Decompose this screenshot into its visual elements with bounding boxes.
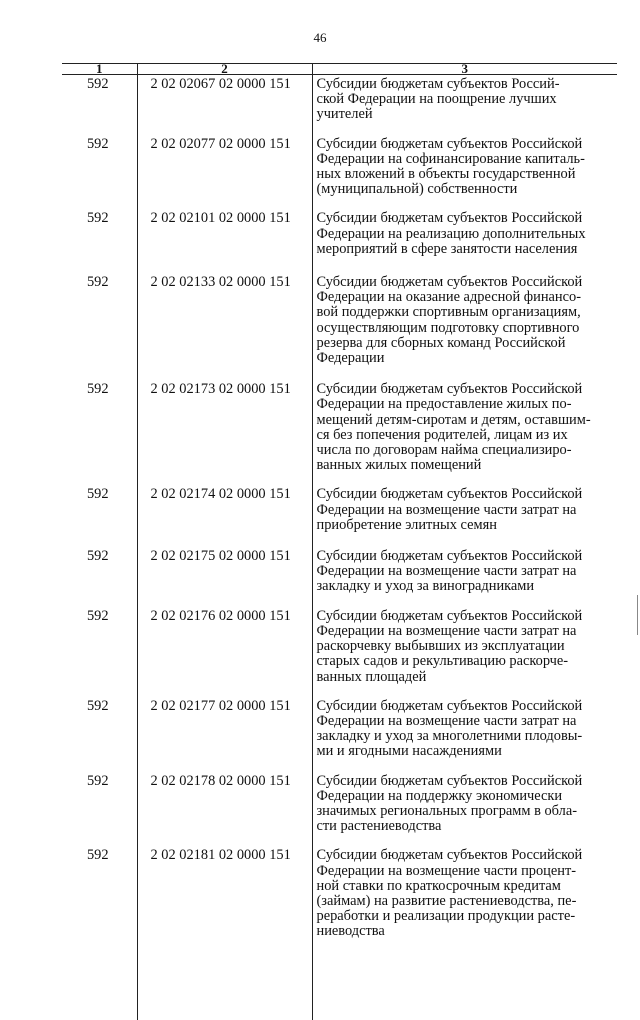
row-description <box>312 549 617 609</box>
description-line: мещений детям-сиротам и детям, оставшим- <box>316 411 591 428</box>
budget-code: 2 02 02175 02 0000 151 <box>137 549 312 609</box>
row-number: 592 <box>86 486 109 503</box>
row-number: 592 <box>86 210 109 227</box>
table-row <box>62 75 617 137</box>
description-line: мероприятий в сфере занятости населения <box>316 240 578 257</box>
description-line: реработки и реализации продукции расте- <box>316 908 576 925</box>
description-line: ной ставки по краткосрочным кредитам <box>316 877 561 894</box>
budget-code: 2 02 02176 02 0000 151 <box>137 609 312 699</box>
table-row <box>62 699 617 774</box>
row-description <box>312 699 617 774</box>
row-number: 592 <box>86 76 109 92</box>
budget-code: 2 02 02178 02 0000 151 <box>137 774 312 849</box>
header-col-1: 1 <box>62 64 137 75</box>
row-description <box>312 774 617 849</box>
table-row <box>62 211 617 275</box>
description-line: Субсидии бюджетам субъектов Российской <box>316 548 583 565</box>
table-row <box>62 848 617 939</box>
row-description <box>312 848 617 939</box>
budget-code: 2 02 02133 02 0000 151 <box>137 275 312 382</box>
description-line: Федерации на возмещение части затрат на <box>316 501 577 518</box>
row-number: 592 <box>86 607 109 624</box>
row-description <box>312 382 617 487</box>
description-line: Федерации на возмещение части затрат на <box>316 563 577 580</box>
description-line: резерва для сборных команд Российской <box>316 334 566 351</box>
row-number: 592 <box>86 381 109 398</box>
filler-cell <box>137 940 312 1020</box>
table-filler-row <box>62 940 617 1020</box>
row-description <box>312 211 617 275</box>
row-number: 592 <box>86 135 109 152</box>
budget-code: 2 02 02174 02 0000 151 <box>137 487 312 549</box>
description-line: Субсидии бюджетам субъектов Российской <box>316 847 583 864</box>
description-line: (займам) на развитие растениеводства, пе- <box>316 892 577 909</box>
description-line: ванных жилых помещений <box>316 457 482 474</box>
description-line: сти растениеводства <box>316 818 442 835</box>
row-number: 592 <box>86 772 109 789</box>
budget-code: 2 02 02077 02 0000 151 <box>137 137 312 212</box>
description-line: ся без попечения родителей, лицам из их <box>316 426 568 443</box>
description-line: Субсидии бюджетам субъектов Российской <box>316 135 583 152</box>
description-line: Федерации на предоставление жилых по- <box>316 396 572 413</box>
description-line: (муниципальной) собственности <box>316 181 518 198</box>
table-row <box>62 487 617 549</box>
description-line: Федерации на возмещение части процент- <box>316 862 577 879</box>
budget-codes-table <box>62 63 617 1020</box>
row-number: 592 <box>86 697 109 714</box>
table-row <box>62 137 617 212</box>
scan-edge-mark <box>637 595 638 635</box>
description-line: ных вложений в объекты государственной <box>316 166 576 183</box>
row-description <box>312 609 617 699</box>
row-description <box>312 75 617 137</box>
description-line: Федерации на возмещение части затрат на <box>316 622 577 639</box>
budget-codes-table-container <box>62 61 617 940</box>
description-line: Субсидии бюджетам субъектов Российской <box>316 697 583 714</box>
budget-code: 2 02 02067 02 0000 151 <box>137 75 312 137</box>
description-line: Федерации на поддержку экономически <box>316 787 563 804</box>
row-description <box>312 487 617 549</box>
description-line: приобретение элитных семян <box>316 516 497 533</box>
description-line: ми и ягодными насаждениями <box>316 743 502 760</box>
description-line: Федерации на возмещение части затрат на <box>316 712 577 729</box>
description-line: Субсидии бюджетам субъектов Россий- <box>316 76 560 92</box>
table-row <box>62 382 617 487</box>
budget-code: 2 02 02173 02 0000 151 <box>137 382 312 487</box>
description-line: числа по договорам найма специализиро- <box>316 442 572 459</box>
description-line: закладку и уход за виноградниками <box>316 578 535 595</box>
description-line: Субсидии бюджетам субъектов Российской <box>316 772 583 789</box>
description-line: ниеводства <box>316 923 385 940</box>
table-row <box>62 275 617 382</box>
description-line: старых садов и рекультивацию раскорче- <box>316 653 569 670</box>
description-line: вой поддержки спортивным организациям, <box>316 304 581 321</box>
header-col-3: 3 <box>312 64 617 75</box>
table-body <box>62 75 617 1020</box>
table-row <box>62 549 617 609</box>
description-line: Субсидии бюджетам субъектов Российской <box>316 381 583 398</box>
description-line: Субсидии бюджетам субъектов Российской <box>316 210 583 227</box>
row-description <box>312 275 617 382</box>
description-line: учителей <box>316 106 373 123</box>
description-line: ванных площадей <box>316 668 427 685</box>
filler-cell <box>312 940 617 1020</box>
description-line: Субсидии бюджетам субъектов Российской <box>316 274 583 291</box>
description-line: ской Федерации на поощрение лучших <box>316 91 557 108</box>
description-line: осуществляющим подготовку спортивного <box>316 319 580 336</box>
description-line: закладку и уход за многолетними плодовы- <box>316 728 583 745</box>
description-line: Федерации на оказание адресной финансо- <box>316 289 581 306</box>
description-line: Федерации <box>316 350 385 367</box>
table-row <box>62 609 617 699</box>
header-row <box>62 64 617 75</box>
filler-cell <box>62 940 137 1020</box>
table-row <box>62 774 617 849</box>
budget-code: 2 02 02177 02 0000 151 <box>137 699 312 774</box>
row-description <box>312 137 617 212</box>
description-line: раскорчевку выбывших из эксплуатации <box>316 638 565 655</box>
header-col-2: 2 <box>137 64 312 75</box>
description-line: Субсидии бюджетам субъектов Российской <box>316 486 583 503</box>
budget-code: 2 02 02181 02 0000 151 <box>137 848 312 939</box>
description-line: Субсидии бюджетам субъектов Российской <box>316 607 583 624</box>
budget-code: 2 02 02101 02 0000 151 <box>137 211 312 275</box>
description-line: Федерации на реализацию дополнительных <box>316 225 586 242</box>
row-number: 592 <box>86 548 109 565</box>
row-number: 592 <box>86 274 109 291</box>
description-line: Федерации на софинансирование капиталь- <box>316 150 585 167</box>
table-header <box>62 61 617 76</box>
description-line: значимых региональных программ в обла- <box>316 802 578 819</box>
row-number: 592 <box>86 847 109 864</box>
page-number: 46 <box>313 30 327 45</box>
